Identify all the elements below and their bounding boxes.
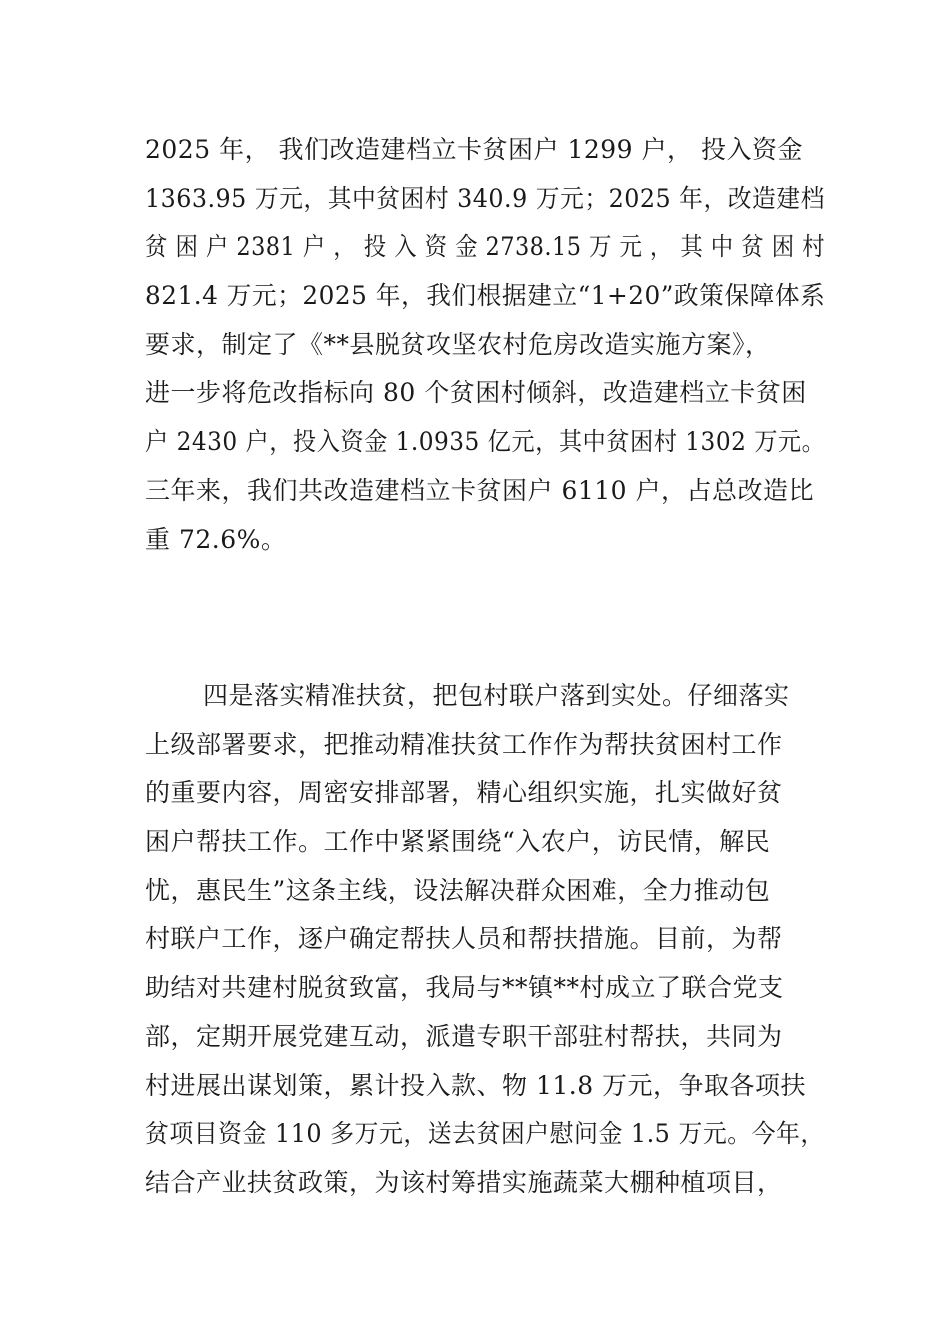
text-line: 要求，制定了《**县脱贫攻坚农村危房改造实施方案》， — [145, 329, 771, 359]
text-line: 助结对共建村脱贫致富，我局与**镇**村成立了联合党支 — [145, 973, 784, 1003]
text-line: 结合产业扶贫政策，为该村筹措实施蔬菜大棚种植项目， — [145, 1167, 783, 1197]
text-line: 困户帮扶工作。工作中紧紧围绕“入农户，访民情，解民 — [145, 827, 771, 857]
text-line: 部，定期开展党建互动，派遣专职干部驻村帮扶，共同为 — [145, 1021, 783, 1051]
text-line: 821.4 万元；2025 年，我们根据建立“1+20”政策保障体系 — [145, 281, 826, 311]
text-line: 的重要内容，周密安排部署，精心组织实施，扎实做好贫 — [145, 778, 783, 808]
text-line: 2025 年， 我们改造建档立卡贫困户 1299 户， 投入资金 — [145, 135, 803, 164]
text-line: 1363.95 万元，其中贫困村 340.9 万元；2025 年，改造建档 — [145, 183, 825, 213]
text-line: 贫项目资金 110 多万元，送去贫困户慰问金 1.5 万元。今年， — [145, 1119, 825, 1149]
paragraph-precision-poverty-alleviation — [145, 672, 825, 1208]
text-line: 贫 困 户 2381 户 ， 投 入 资 金 2738.15 万 元 ， 其 中 贫 困 村 — [145, 232, 826, 262]
text-line: 进一步将危改指标向 80 个贫困村倾斜，改造建档立卡贫困 — [145, 378, 807, 408]
paragraph-housing-renovation — [145, 126, 825, 564]
text-line: 忧，惠民生”这条主线，设法解决群众困难，全力推动包 — [145, 875, 771, 905]
text-line: 户 2430 户，投入资金 1.0935 亿元，其中贫困村 1302 万元。 — [145, 427, 826, 457]
text-line: 村进展出谋划策，累计投入款、物 11.8 万元，争取各项扶 — [145, 1070, 807, 1100]
text-line: 上级部署要求，把推动精准扶贫工作作为帮扶贫困村工作 — [145, 729, 783, 759]
text-line: 三年来，我们共改造建档立卡贫困户 6110 户，占总改造比 — [145, 475, 815, 505]
text-line: 村联户工作，逐户确定帮扶人员和帮扶措施。目前，为帮 — [145, 924, 783, 954]
text-line-first: 四是落实精准扶贫，把包村联户落到实处。仔细落实 — [203, 681, 790, 710]
text-line: 重 72.6%。 — [145, 524, 287, 554]
